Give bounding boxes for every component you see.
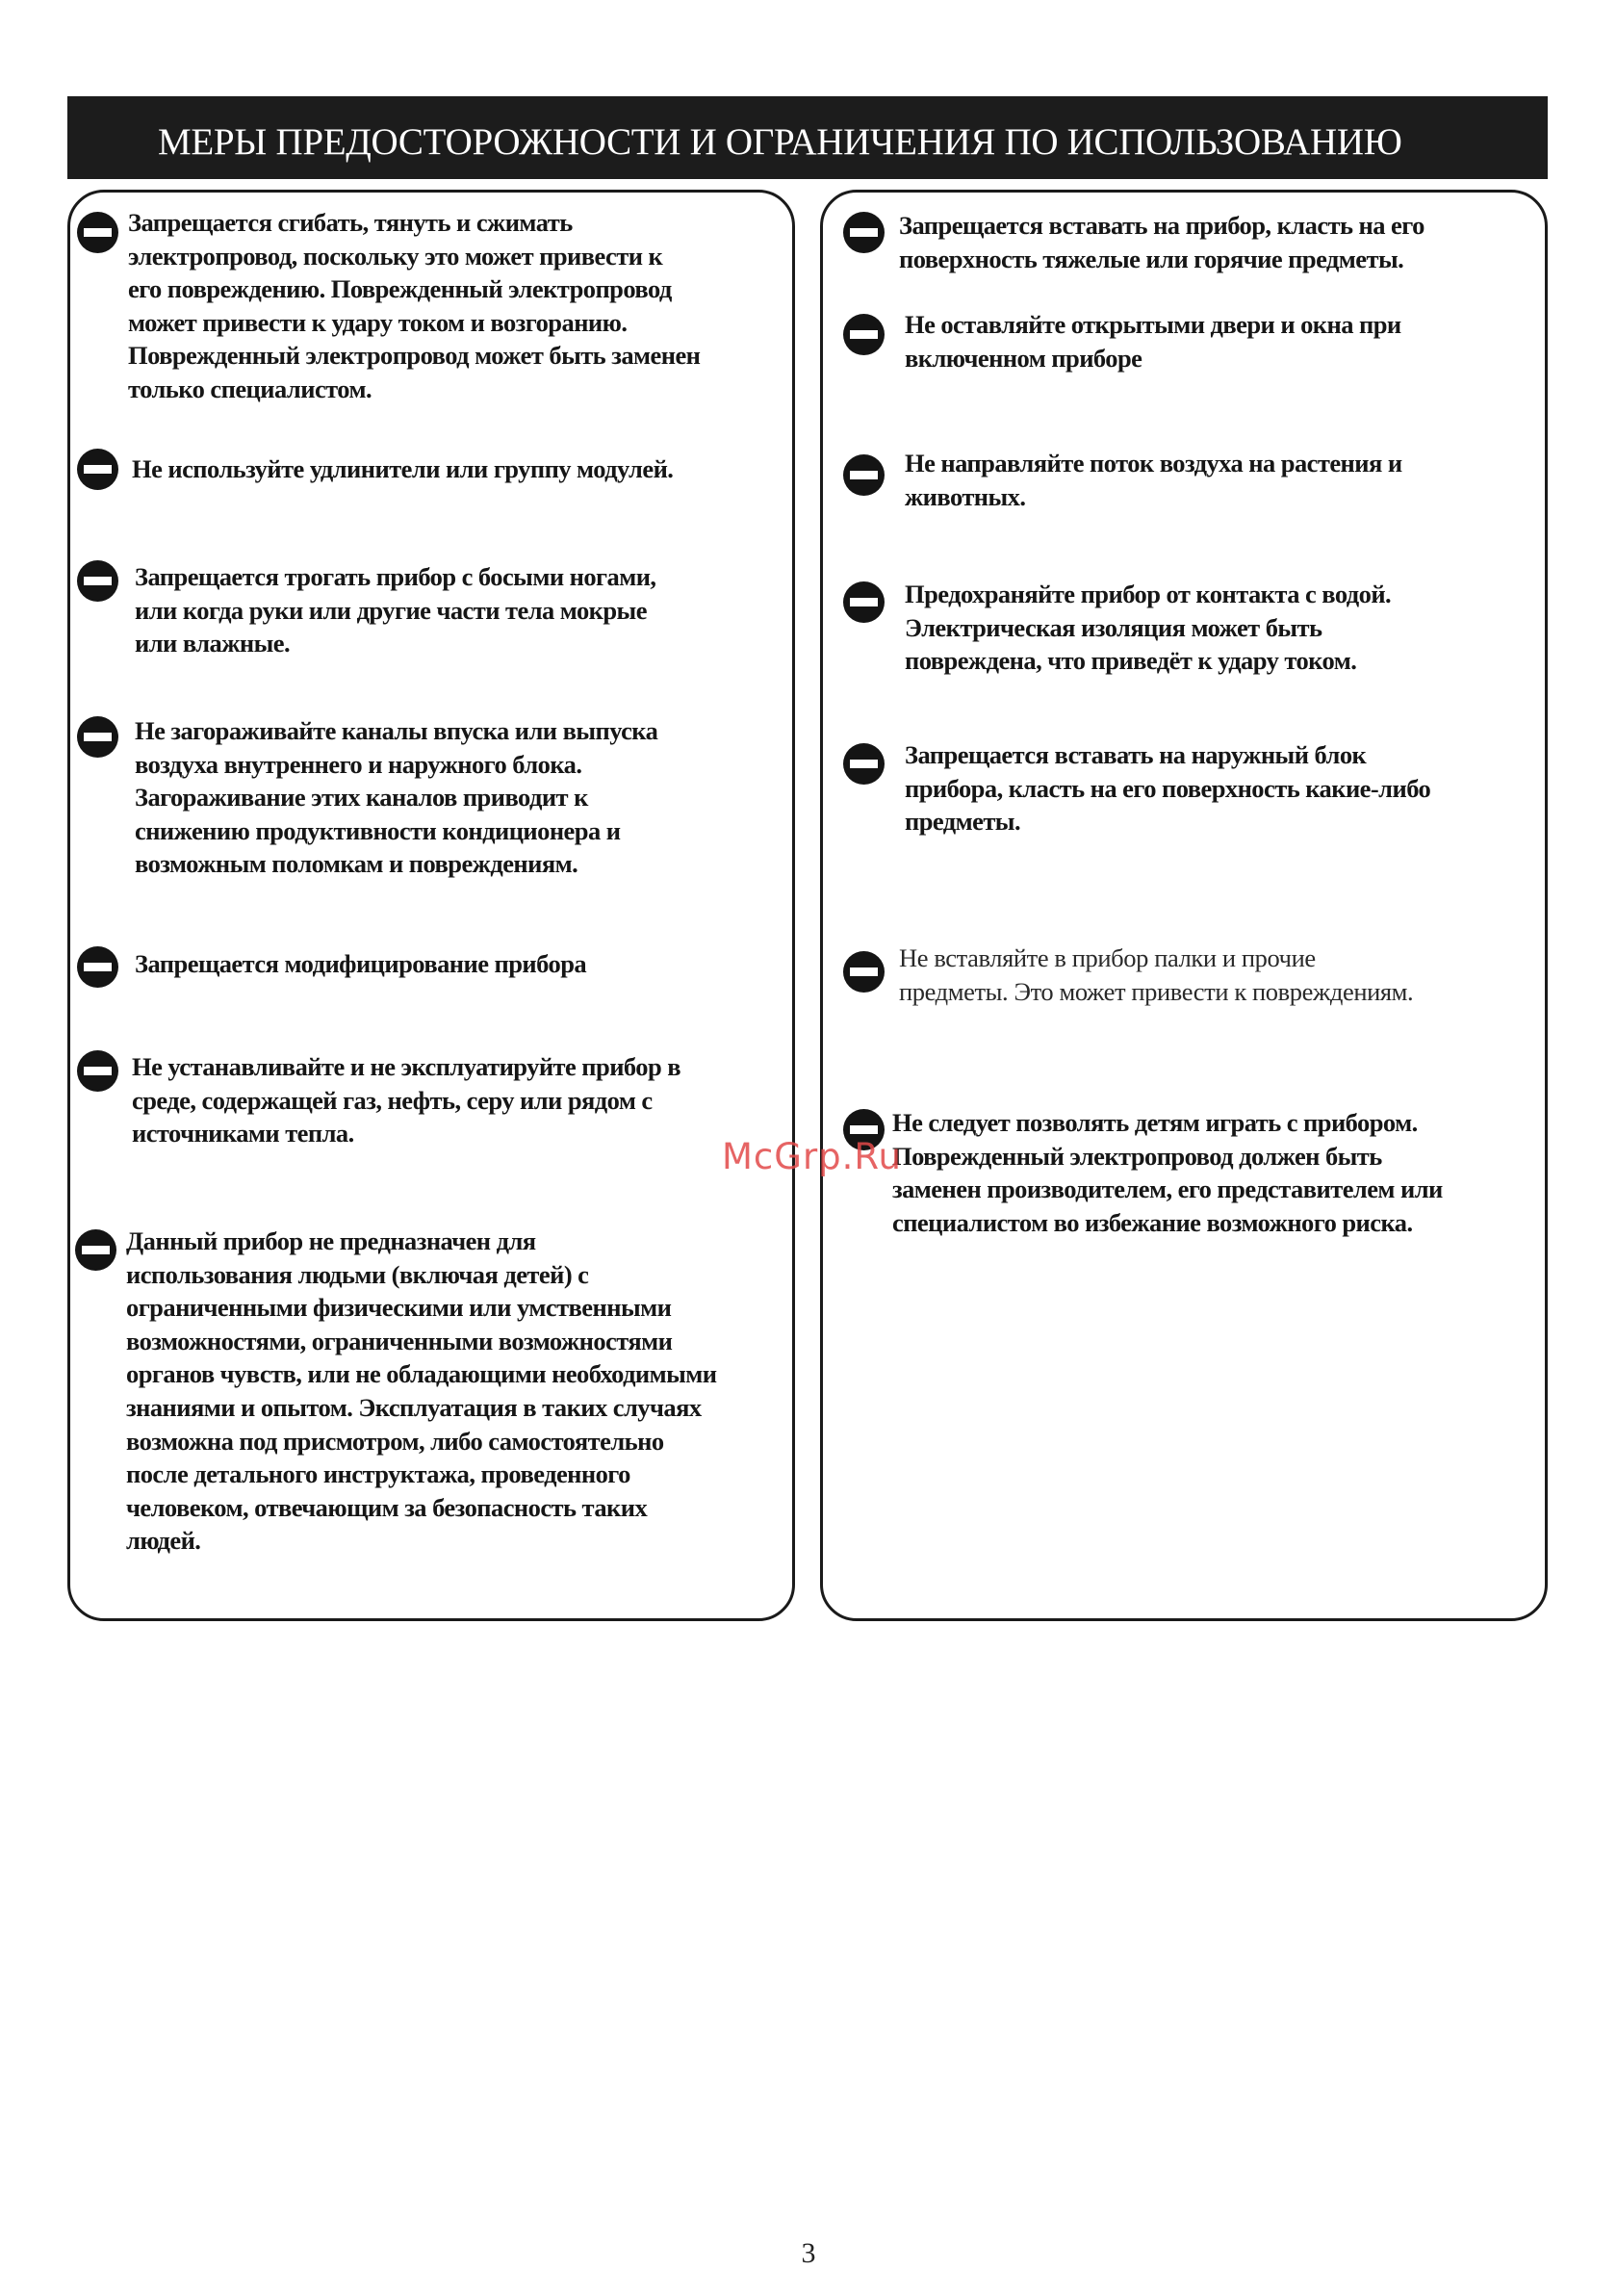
warning-text: Запрещается вставать на прибор, класть на его поверхность тяжелые или горячие предметы.: [899, 211, 1424, 273]
prohibition-icon: [77, 716, 118, 758]
warning-text: Не загораживайте каналы впуска или выпуска воздуха внутреннего и наружного блока. Загораживание этих каналов приводит к снижению продуктивности кондиционера и возможным поломкам и повреждениям.: [135, 716, 658, 879]
prohibition-icon: [77, 449, 118, 490]
warning-text: Не направляйте поток воздуха на растения и животных.: [905, 449, 1402, 511]
prohibition-icon: [843, 212, 885, 253]
section-title: МЕРЫ ПРЕДОСТОРОЖНОСТИ И ОГРАНИЧЕНИЯ ПО ИСПОЛЬЗОВАНИЮ: [158, 120, 1402, 163]
warning-text: Не вставляйте в прибор палки и прочие предметы. Это может привести к повреждениям.: [899, 943, 1414, 1006]
warning-text: Не используйте удлинители или группу модулей.: [132, 454, 674, 483]
prohibition-icon: [77, 560, 118, 602]
warning-text: Запрещается вставать на наружный блок прибора, класть на его поверхность какие-либо предметы.: [905, 740, 1431, 837]
warning-text: Запрещается трогать прибор с босыми ногами, или когда руки или другие части тела мокрые или влажные.: [135, 562, 656, 658]
warning-text: Запрещается модифицирование прибора: [135, 949, 587, 978]
right-panel: [820, 190, 1548, 1621]
warning-text: Не оставляйте открытыми двери и окна при включенном приборе: [905, 310, 1401, 373]
warning-text: Не устанавливайте и не эксплуатируйте прибор в среде, содержащей газ, нефть, серу или рядом с источниками тепла.: [132, 1052, 681, 1148]
warning-text: Предохраняйте прибор от контакта с водой. Электрическая изоляция может быть повреждена, что приведёт к удару током.: [905, 580, 1392, 676]
warning-text: Запрещается сгибать, тянуть и сжимать электропровод, поскольку это может привести к его повреждению. Поврежденный электропровод может привести к удару током и возгоранию. Поврежденный электропровод может быть заменен только специалистом.: [128, 208, 701, 403]
warning-text: Данный прибор не предназначен для использования людьми (включая детей) с ограниченными физическими или умственными возможностями, ограниченными возможностями органов чувств, или не обладающими необходимыми знаниями и опытом. Эксплуатация в таких случаях возможна под присмотром, либо самостоятельно после детального инструктажа, проведенного человеком, отвечающим за безопасность таких людей.: [126, 1226, 717, 1556]
prohibition-icon: [843, 951, 885, 993]
warning-text: Не следует позволять детям играть с прибором. Поврежденный электропровод должен быть заменен производителем, его представителем или специалистом во избежание возможного риска.: [892, 1108, 1443, 1237]
section-header: [67, 96, 1548, 179]
prohibition-icon: [75, 1229, 116, 1271]
prohibition-icon: [843, 454, 885, 496]
page-number: 3: [801, 2237, 816, 2269]
prohibition-icon: [77, 1050, 118, 1092]
prohibition-icon: [77, 946, 118, 988]
watermark: McGrp.Ru: [722, 1136, 902, 1177]
prohibition-icon: [843, 743, 885, 785]
prohibition-icon: [843, 314, 885, 355]
prohibition-icon: [843, 581, 885, 623]
prohibition-icon: [77, 212, 118, 253]
